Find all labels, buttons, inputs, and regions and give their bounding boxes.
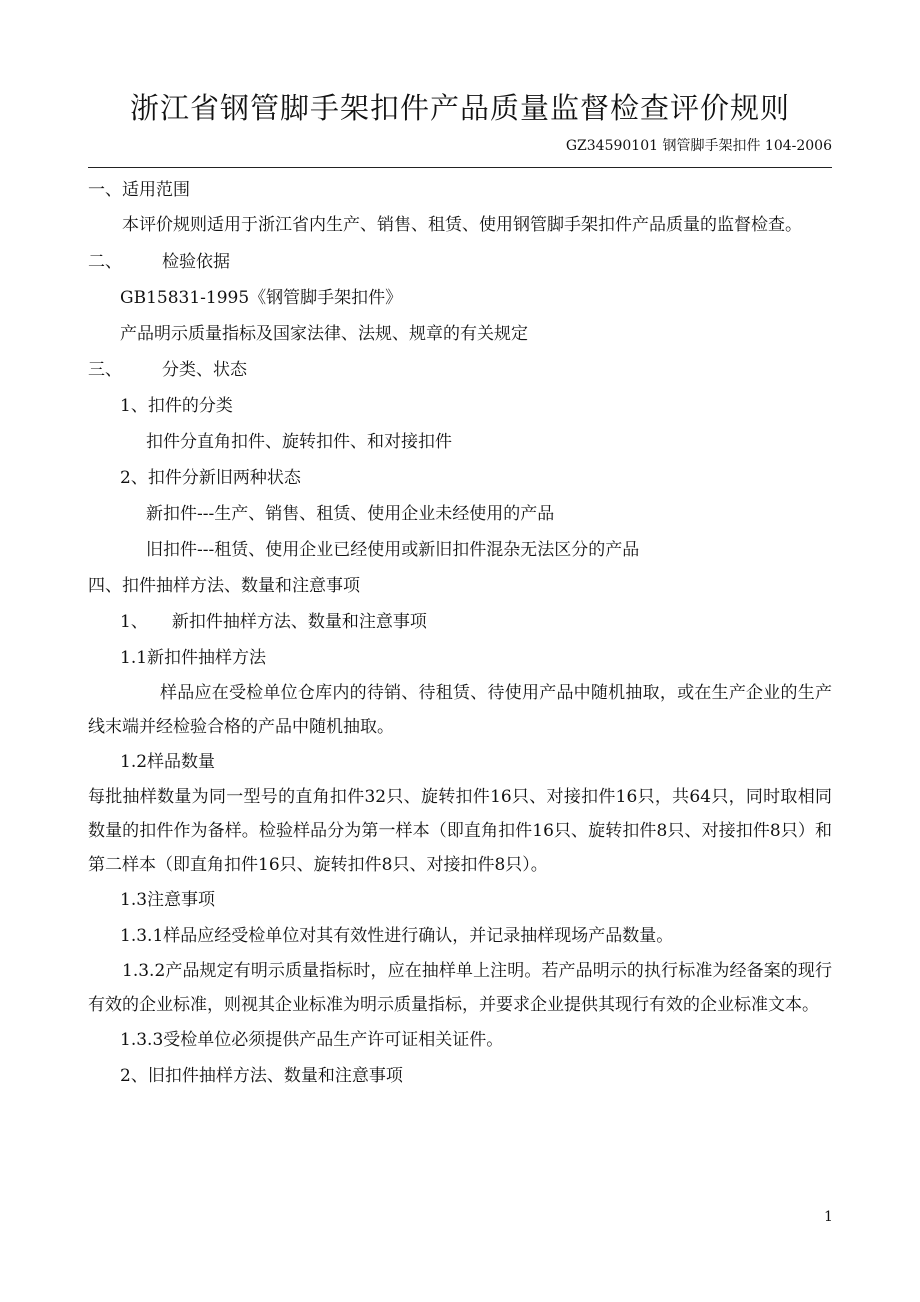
section-heading-scope: 一、适用范围 [88,180,190,200]
section-title: 检验依据 [162,252,230,272]
header-divider [88,167,832,168]
clause-1-1: 1.1新扣件抽样方法 [120,648,267,668]
subsection-number: 1、 [120,612,148,632]
state-new: 新扣件---生产、销售、租赁、使用企业未经使用的产品 [146,504,555,524]
classification-body: 扣件分直角扣件、旋转扣件、和对接扣件 [146,432,452,452]
section-title: 分类、状态 [162,360,247,380]
page-number: 1 [824,1209,833,1225]
clause-1-3-1: 1.3.1样品应经受检单位对其有效性进行确认，并记录抽样现场产品数量。 [120,926,674,946]
clause-1-3: 1.3注意事项 [120,890,216,910]
clause-1-3-3: 1.3.3受检单位必须提供产品生产许可证相关证件。 [120,1030,504,1050]
state-old: 旧扣件---租赁、使用企业已经使用或新旧扣件混杂无法区分的产品 [146,540,640,560]
section-heading-sampling: 四、扣件抽样方法、数量和注意事项 [88,576,360,596]
subsection-new-sampling [88,604,832,640]
clause-1-1-body: 样品应在受检单位仓库内的待销、待租赁、待使用产品中随机抽取，或在生产企业的生产线末端并经检验合格的产品中随机抽取。 [88,683,832,737]
document-title: 浙江省钢管脚手架扣件产品质量监督检查评价规则 [129,91,790,125]
clause-1-2: 1.2样品数量 [120,752,216,772]
subsection-states: 2、扣件分新旧两种状态 [120,468,301,488]
document-code: GZ34590101 钢管脚手架扣件 104-2006 [565,138,832,154]
subsection-old-sampling: 2、旧扣件抽样方法、数量和注意事项 [120,1066,403,1086]
document-body [88,172,832,1094]
subsection-classification: 1、扣件的分类 [120,396,233,416]
basis-item-regulations: 产品明示质量指标及国家法律、法规、规章的有关规定 [120,324,528,344]
section-heading-basis [88,244,832,280]
section-heading-classification [88,352,832,388]
clause-1-2-body: 每批抽样数量为同一型号的直角扣件32只、旋转扣件16只、对接扣件16只，共64只，同时取相同数量的扣件作为备样。检验样品分为第一样本（即直角扣件16只、旋转扣件8只、对接扣件8只）和第二样本（即直角扣件16只、旋转扣件8只、对接扣件8只）。 [88,787,832,875]
section-number: 三、 [88,360,122,380]
basis-item-standard: GB15831-1995《钢管脚手架扣件》 [120,288,403,308]
paragraph-scope: 本评价规则适用于浙江省内生产、销售、租赁、使用钢管脚手架扣件产品质量的监督检查。 [122,215,802,235]
section-number: 二、 [88,252,122,272]
clause-1-3-2: 1.3.2产品规定有明示质量指标时，应在抽样单上注明。若产品明示的执行标准为经备案的现行有效的企业标准，则视其企业标准为明示质量指标，并要求企业提供其现行有效的企业标准文本。 [88,961,832,1015]
subsection-title: 新扣件抽样方法、数量和注意事项 [171,612,427,632]
